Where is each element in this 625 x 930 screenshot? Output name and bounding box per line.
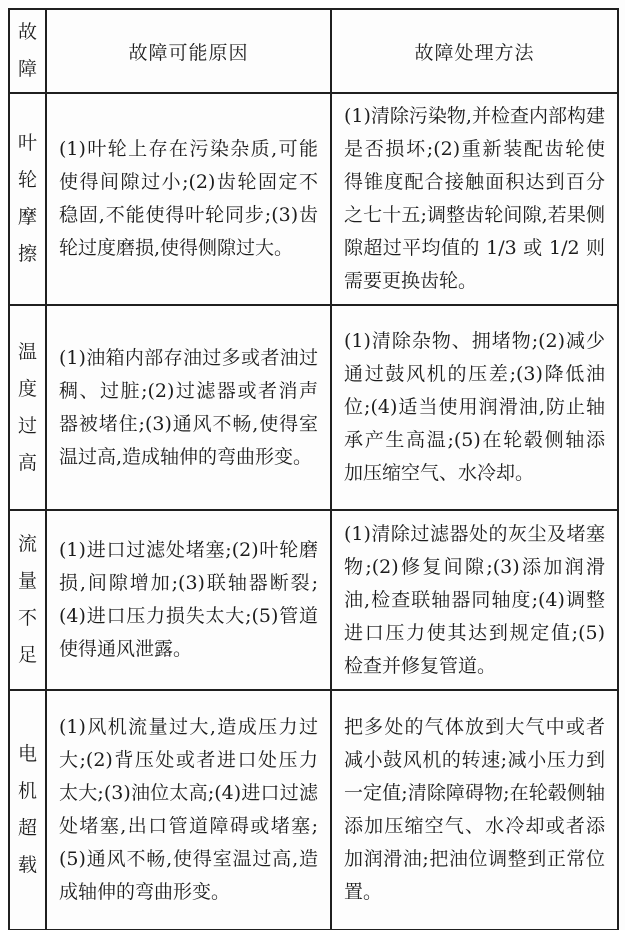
fault-diagnosis-table: [8, 8, 619, 930]
method-cell: (1)清除杂物、拥堵物;(2)减少通过鼓风机的压差;(3)降低油位;(4)适当使用润滑油,防止轴承产生高温;(5)在轮毂侧轴添加压缩空气、水冷却。: [331, 305, 618, 510]
method-cell: (1)清除过滤器处的灰尘及堵塞物;(2)修复间隙;(3)添加润滑油,检查联轴器同轴度;(4)调整进口压力使其达到规定值;(5)检查并修复管道。: [331, 510, 618, 690]
header-cause: 故障可能原因: [46, 9, 331, 93]
fault-name-label: 流量不足: [17, 533, 37, 667]
cause-cell: (1)油箱内部存油过多或者油过稠、过脏;(2)过滤器或者消声器被堵住;(3)通风不畅,使得室温过高,造成轴伸的弯曲形变。: [46, 305, 331, 510]
header-fault: [9, 9, 46, 93]
table-row-impeller-friction: [9, 93, 618, 305]
fault-name-cell: [9, 93, 46, 305]
table-header-row: [9, 9, 618, 93]
cause-cell: (1)叶轮上存在污染杂质,可能使得间隙过小;(2)齿轮固定不稳固,不能使得叶轮同步;(3)齿轮过度磨损,使得侧隙过大。: [46, 93, 331, 305]
cause-cell: (1)风机流量过大,造成压力过大;(2)背压处或者进口处压力太大;(3)油位太高;(4)进口过滤处堵塞,出口管道障碍或堵塞;(5)通风不畅,使得室温过高,造成轴伸的弯曲形变。: [46, 690, 331, 930]
table-row-motor-overload: [9, 690, 618, 930]
header-fault-label: 故障: [17, 21, 37, 81]
fault-name-cell: [9, 305, 46, 510]
table-row-insufficient-flow: [9, 510, 618, 690]
cause-cell: (1)进口过滤处堵塞;(2)叶轮磨损,间隙增加;(3)联轴器断裂;(4)进口压力损失太大;(5)管道使得通风泄露。: [46, 510, 331, 690]
method-cell: (1)清除污染物,并检查内部构建是否损坏;(2)重新装配齿轮使得锥度配合接触面积达到百分之七十五;调整齿轮间隙,若果侧隙超过平均值的 1/3 或 1/2 则需要更换齿轮。: [331, 93, 618, 305]
fault-name-label: 电机超载: [17, 743, 37, 877]
table-row-over-temperature: [9, 305, 618, 510]
fault-name-label: 叶轮摩擦: [17, 132, 37, 266]
method-cell: 把多处的气体放到大气中或者减小鼓风机的转速;减小压力到一定值;清除障碍物;在轮毂侧轴添加压缩空气、水冷却或者添加润滑油;把油位调整到正常位置。: [331, 690, 618, 930]
fault-name-cell: [9, 510, 46, 690]
fault-name-label: 温度过高: [17, 340, 37, 474]
header-method: 故障处理方法: [331, 9, 618, 93]
fault-name-cell: [9, 690, 46, 930]
